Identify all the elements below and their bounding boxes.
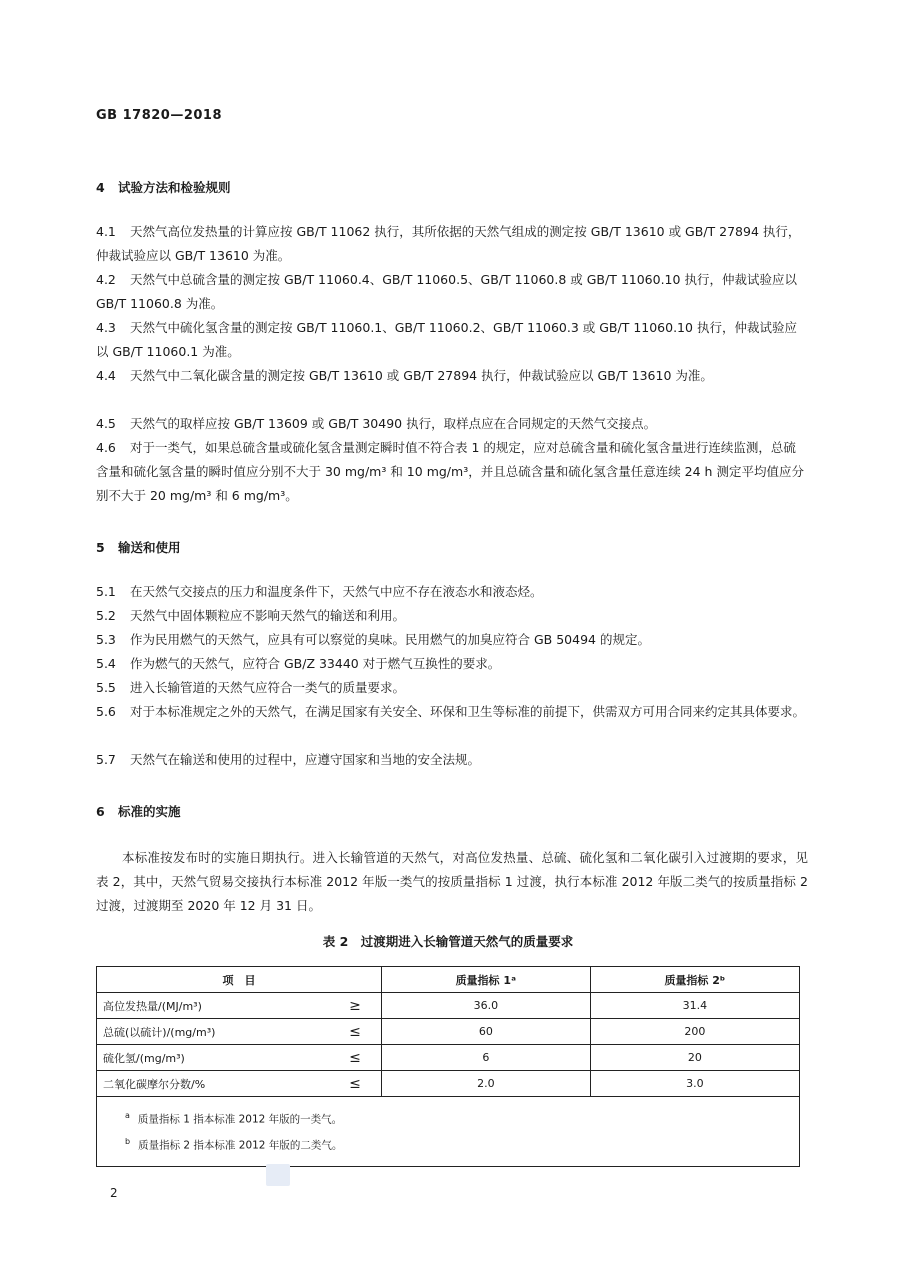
- clause-5-6: [96, 700, 808, 724]
- row-value-1: 60: [382, 1019, 591, 1045]
- table-row: [97, 1071, 800, 1097]
- clause-text: 作为民用燃气的天然气，应具有可以察觉的臭味。民用燃气的加臭应符合 GB 50494 的规定。: [130, 632, 650, 647]
- clause-number: 5.6: [96, 704, 116, 719]
- clause-text: 进入长输管道的天然气应符合一类气的质量要求。: [130, 680, 406, 695]
- standard-code-header: GB 17820—2018: [96, 108, 223, 123]
- clause-text: 天然气的取样应按 GB/T 13609 或 GB/T 30490 执行，取样点应在合同规定的天然气交接点。: [130, 416, 657, 431]
- clause-number: 5.2: [96, 608, 116, 623]
- clause-number: 4.4: [96, 368, 116, 383]
- note-mark: b: [125, 1136, 131, 1146]
- clause-number: 5.5: [96, 680, 116, 695]
- row-item: 总硫(以硫计)/(mg/m³): [97, 1019, 330, 1045]
- header-quality-index-2: 质量指标 2ᵇ: [590, 967, 799, 993]
- clause-4-3: [96, 316, 808, 364]
- row-symbol: ≤: [329, 1045, 382, 1071]
- table-2: [96, 966, 800, 1167]
- row-item: 二氧化碳摩尔分数/%: [97, 1071, 330, 1097]
- clause-number: 4.2: [96, 272, 116, 287]
- table-row: [97, 1045, 800, 1071]
- note-text: 质量指标 1 指本标准 2012 年版的一类气。: [137, 1113, 343, 1126]
- section-4-heading: [96, 178, 231, 196]
- row-value-1: 6: [382, 1045, 591, 1071]
- row-value-2: 20: [590, 1045, 799, 1071]
- clause-5-2: [96, 604, 808, 628]
- watermark-logo: [266, 1164, 290, 1186]
- clause-5-1: [96, 580, 808, 604]
- clause-text: 天然气在输送和使用的过程中，应遵守国家和当地的安全法规。: [130, 752, 481, 767]
- page-number: 2: [110, 1186, 118, 1200]
- row-value-1: 36.0: [382, 993, 591, 1019]
- row-symbol: ≥: [329, 993, 382, 1019]
- clause-text: 作为燃气的天然气，应符合 GB/Z 33440 对于燃气互换性的要求。: [130, 656, 501, 671]
- clause-5-7: [96, 748, 808, 772]
- clause-text: 天然气中硫化氢含量的测定按 GB/T 11060.1、GB/T 11060.2、GB/T 11060.3 或 GB/T 11060.10 执行，仲裁试验应以 GB/T 11060.1 为准。: [96, 320, 797, 359]
- clause-4-5: [96, 412, 808, 436]
- header-item: 项 目: [97, 967, 382, 993]
- table-row: [97, 993, 800, 1019]
- table-notes-row: [97, 1097, 800, 1167]
- row-item: 高位发热量/(MJ/m³): [97, 993, 330, 1019]
- row-symbol: ≤: [329, 1071, 382, 1097]
- clause-number: 5.3: [96, 632, 116, 647]
- clause-text: 天然气中二氧化碳含量的测定按 GB/T 13610 或 GB/T 27894 执行，仲裁试验应以 GB/T 13610 为准。: [130, 368, 713, 383]
- row-value-1: 2.0: [382, 1071, 591, 1097]
- clause-number: 4.5: [96, 416, 116, 431]
- section-6-paragraph: 本标准按发布时的实施日期执行。进入长输管道的天然气，对高位发热量、总硫、硫化氢和二氧化碳引入过渡期的要求，见表 2，其中，天然气贸易交接执行本标准 2012 年版一类气的按质量指标 1 过渡，执行本标准 2012 年版二类气的按质量指标 2 过渡，过渡期至 2020 年 12 月 31 日。: [96, 850, 808, 913]
- clause-text: 天然气高位发热量的计算应按 GB/T 11062 执行，其所依据的天然气组成的测定按 GB/T 13610 或 GB/T 27894 执行，仲裁试验应以 GB/T 13610 为准。: [96, 224, 801, 263]
- clause-4-4: [96, 364, 808, 388]
- clause-number: 5.1: [96, 584, 116, 599]
- section-title: 试验方法和检验规则: [118, 180, 231, 195]
- row-value-2: 200: [590, 1019, 799, 1045]
- clause-text: 在天然气交接点的压力和温度条件下，天然气中应不存在液态水和液态烃。: [130, 584, 543, 599]
- clause-5-3: [96, 628, 808, 652]
- section-6-heading: [96, 802, 181, 820]
- clause-number: 5.7: [96, 752, 116, 767]
- clause-4-6: [96, 436, 808, 508]
- row-value-2: 31.4: [590, 993, 799, 1019]
- row-symbol: ≤: [329, 1019, 382, 1045]
- clause-number: 4.3: [96, 320, 116, 335]
- clause-text: 天然气中总硫含量的测定按 GB/T 11060.4、GB/T 11060.5、GB/T 11060.8 或 GB/T 11060.10 执行，仲裁试验应以 GB/T 11060.8 为准。: [96, 272, 797, 311]
- section-number: 5: [96, 540, 105, 555]
- clause-5-5: [96, 676, 808, 700]
- clause-number: 4.6: [96, 440, 116, 455]
- header-quality-index-1: 质量指标 1ᵃ: [382, 967, 591, 993]
- table-note-b: [125, 1131, 789, 1157]
- table-note-a: [125, 1105, 789, 1131]
- clause-5-4: [96, 652, 808, 676]
- table-row: [97, 1019, 800, 1045]
- table-notes: [97, 1097, 800, 1167]
- clause-number: 5.4: [96, 656, 116, 671]
- clause-text: 对于本标准规定之外的天然气，在满足国家有关安全、环保和卫生等标准的前提下，供需双方可用合同来约定其具体要求。: [130, 704, 806, 719]
- section-title: 标准的实施: [118, 804, 181, 819]
- table-header-row: [97, 967, 800, 993]
- note-text: 质量指标 2 指本标准 2012 年版的二类气。: [138, 1139, 343, 1151]
- clause-number: 4.1: [96, 224, 116, 239]
- section-title: 输送和使用: [118, 540, 181, 555]
- clause-text: 天然气中固体颗粒应不影响天然气的输送和利用。: [130, 608, 406, 623]
- clause-4-2: [96, 268, 808, 316]
- clause-4-1: [96, 220, 808, 268]
- row-value-2: 3.0: [590, 1071, 799, 1097]
- section-number: 6: [96, 804, 105, 819]
- row-item: 硫化氢/(mg/m³): [97, 1045, 330, 1071]
- note-mark: a: [125, 1111, 130, 1120]
- section-number: 4: [96, 180, 105, 195]
- clause-text: 对于一类气，如果总硫含量或硫化氢含量测定瞬时值不符合表 1 的规定，应对总硫含量和硫化氢含量进行连续监测，总硫含量和硫化氢含量的瞬时值应分别不大于 30 mg/m³ 和 10 mg/m³，并且总硫含量和硫化氢含量任意连续 24 h 测定平均值应分别不大于 20 mg/m³ 和 6 mg/m³。: [96, 440, 804, 503]
- section-5-heading: [96, 538, 181, 556]
- table-2-title: 表 2 过渡期进入长输管道天然气的质量要求: [322, 934, 574, 949]
